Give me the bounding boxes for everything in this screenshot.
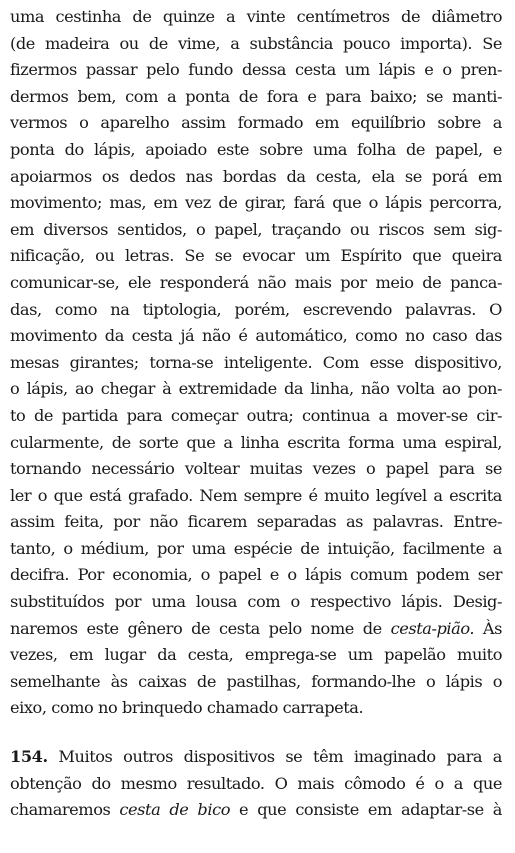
text-line: cularmente, de sorte que a linha escrita forma uma espiral,: [10, 432, 502, 452]
text-line: comunicar-se, ele responderá não mais por meio de panca-: [10, 272, 502, 292]
paragraph-gap: [10, 722, 502, 744]
text-segment: naremos este gênero de cesta pelo nome de: [10, 618, 391, 638]
text-line: apoiarmos os dedos nas bordas da cesta, ela se porá em: [10, 166, 502, 186]
text-line: [10, 797, 502, 824]
text-line: assim feita, por não ficarem separadas as palavras. Entre-: [10, 512, 502, 532]
paragraph-number: 154.: [10, 747, 48, 767]
text-line: ler o que está grafado. Nem sempre é muito legível a escrita: [10, 485, 502, 505]
text-segment: chamaremos: [10, 800, 120, 820]
text-segment: e que consiste em adaptar-se à: [230, 800, 503, 820]
text-line: fizermos passar pelo fundo dessa cesta um lápis e o pren-: [10, 60, 502, 80]
text-line: vezes, em lugar da cesta, emprega-se um papelão muito: [10, 645, 502, 665]
text-line: decifra. Por economia, o papel e o lápis comum podem ser: [10, 565, 502, 585]
text-line: vermos o aparelho assim formado em equilíbrio sobre a: [10, 113, 502, 133]
term-cesta-de-bico: cesta de bico: [119, 800, 230, 820]
text-line: dermos bem, com a ponta de fora e para baixo; se manti-: [10, 86, 502, 106]
text-line: em diversos sentidos, o papel, traçando ou riscos sem sig-: [10, 219, 502, 239]
text-line: [10, 616, 502, 643]
text-line: tanto, o médium, por uma espécie de intuição, facilmente a: [10, 538, 502, 558]
text-line: tornando necessário voltear muitas vezes o papel para se: [10, 459, 502, 479]
text-line: nificação, ou letras. Se se evocar um Espírito que queira: [10, 246, 502, 266]
document-page: [10, 0, 502, 824]
text-line: ponta do lápis, apoiado este sobre uma folha de papel, e: [10, 139, 502, 159]
text-line: substituídos por uma lousa com o respectivo lápis. Desig-: [10, 592, 502, 612]
text-line: mesas girantes; torna-se inteligente. Com esse dispositivo,: [10, 352, 502, 372]
text-line: movimento da cesta já não é automático, como no caso das: [10, 326, 502, 346]
paragraph-154: [10, 744, 502, 824]
text-line: to de partida para começar outra; continua a mover-se cir-: [10, 405, 502, 425]
text-line: movimento; mas, em vez de girar, fará que o lápis percorra,: [10, 193, 502, 213]
text-line: das, como na tiptologia, porém, escrevendo palavras. O: [10, 299, 502, 319]
text-line: o lápis, ao chegar à extremidade da linha, não volta ao pon-: [10, 379, 502, 399]
term-cesta-piao: cesta-pião.: [390, 618, 475, 638]
text-line: obtenção do mesmo resultado. O mais cômodo é o a que: [10, 773, 502, 793]
text-segment: Às: [474, 618, 503, 638]
text-line: [10, 744, 502, 771]
paragraph-basket-description: [10, 4, 502, 722]
text-line: semelhante às caixas de pastilhas, formando-lhe o lápis o: [10, 671, 502, 691]
text-segment: Muitos outros dispositivos se têm imaginado para a: [47, 747, 502, 767]
text-line: eixo, como no brinquedo chamado carrapeta.: [10, 698, 364, 718]
text-line: (de madeira ou de vime, a substância pouco importa). Se: [10, 33, 502, 53]
text-line: uma cestinha de quinze a vinte centímetros de diâmetro: [10, 7, 502, 26]
